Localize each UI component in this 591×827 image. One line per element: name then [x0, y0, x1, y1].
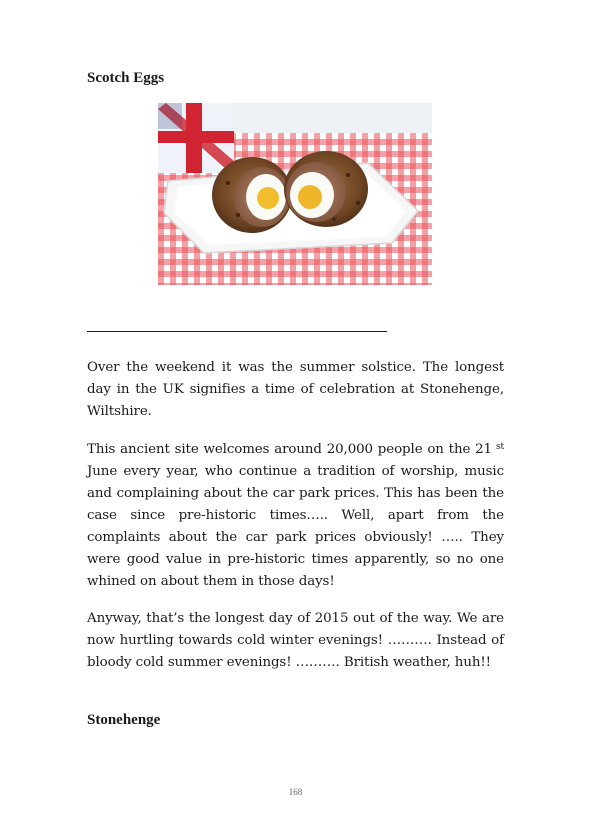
- paragraph-text: This ancient site welcomes around 20,000 people on the 21: [87, 442, 492, 457]
- paragraph-text: June every year, who continue a tradition of worship, music and complaining about the car park prices. This has been the case since pre-historic times….. Well, apart from the complaints about the car park prices obviously! ….. They were good value in pre-historic times apparently, so no one whined on about them in those days!: [87, 464, 504, 589]
- ordinal-suffix: st: [495, 442, 504, 452]
- paragraph-longest-day: Anyway, that’s the longest day of 2015 out of the way. We are now hurtling towards cold winter evenings! ………. Instead of bloody cold summer evenings! ………. British weather, huh!!: [87, 611, 504, 670]
- section-heading-scotch-eggs: Scotch Eggs: [87, 70, 165, 86]
- scotch-egg-photo: [158, 103, 432, 285]
- section-divider: [87, 331, 387, 332]
- page-number: 168: [288, 787, 303, 797]
- paragraph-solstice: Over the weekend it was the summer solstice. The longest day in the UK signifies a time of celebration at Stonehenge, Wiltshire.: [87, 360, 504, 419]
- section-heading-stonehenge: Stonehenge: [87, 712, 161, 728]
- paragraph-ancient-site: [87, 439, 504, 593]
